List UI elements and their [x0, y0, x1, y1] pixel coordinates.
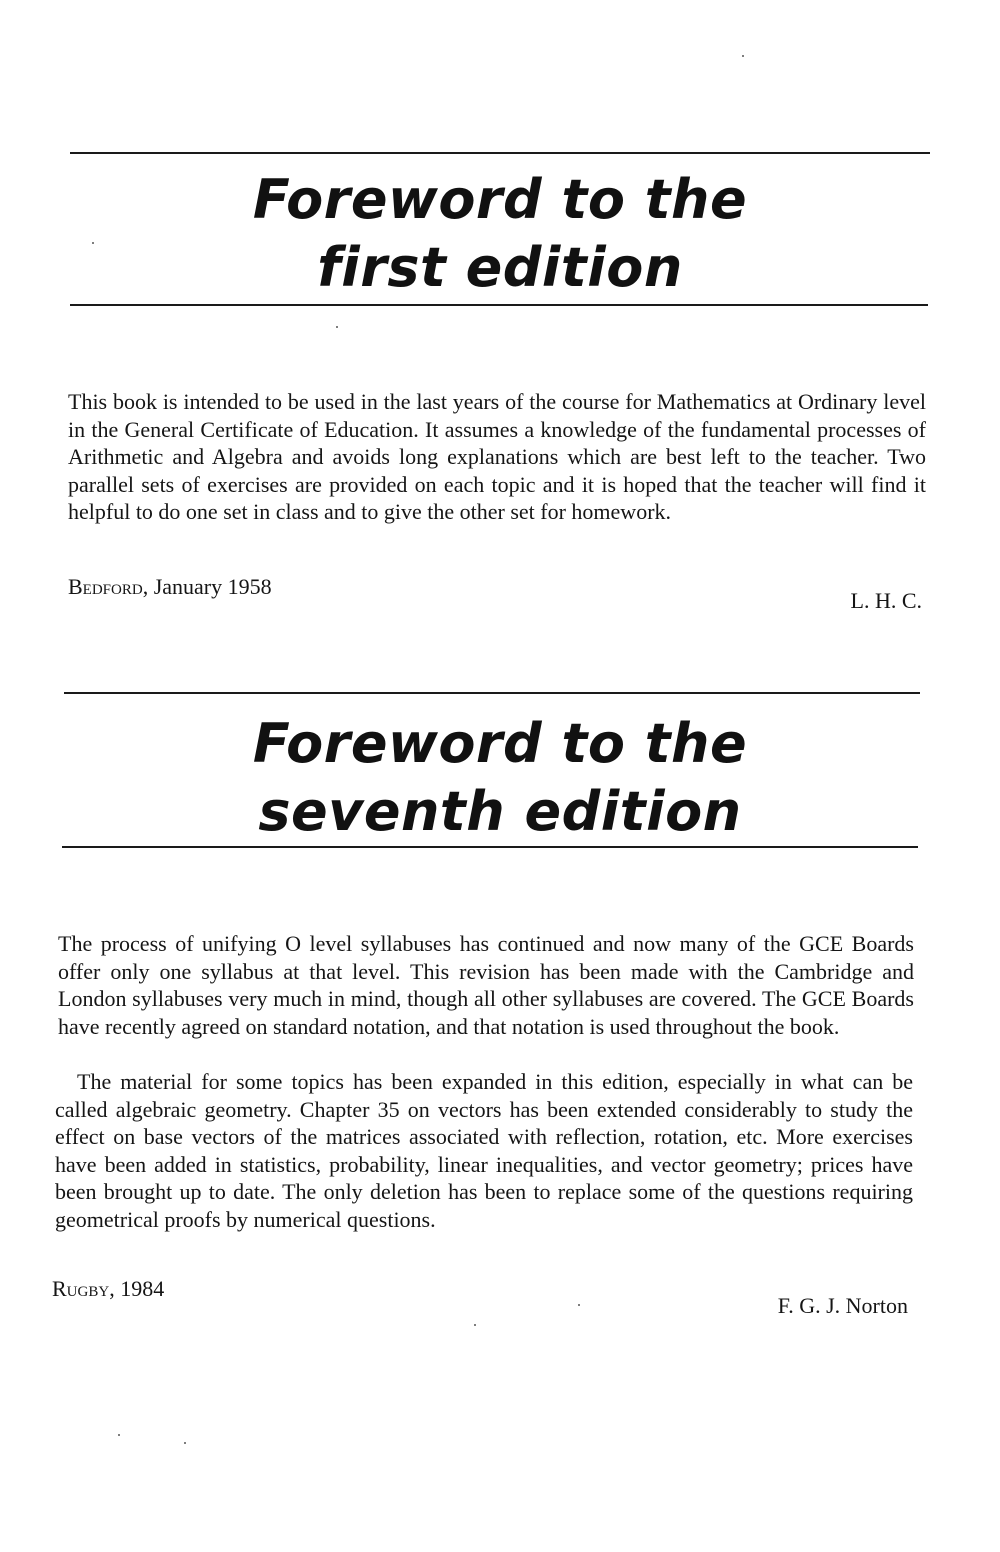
top-rule-seventh-edition	[64, 692, 920, 694]
scan-speck	[118, 1434, 120, 1436]
seventh-edition-heading	[0, 710, 1000, 846]
top-rule-first-edition	[70, 152, 930, 154]
first-edition-heading-line2: first edition	[317, 236, 683, 299]
scan-speck	[92, 242, 94, 244]
bottom-rule-seventh-edition	[62, 846, 918, 848]
seventh-edition-signature: F. G. J. Norton	[777, 1293, 908, 1318]
first-edition-place: Bedford	[68, 574, 143, 599]
scan-speck	[184, 1442, 186, 1444]
first-edition-body: This book is intended to be used in the last years of the course for Mathematics at Ordinary level in the General Certificate of Education. It assumes a knowledge of the fundamental processes of Arithmetic and Algebra and avoids long explanations which are best left to the teacher. Two parallel sets of exercises are provided on each topic and it is hoped that the teacher will find it helpful to do one set in class and to give the other set for homework.	[68, 389, 926, 524]
seventh-edition-heading-line2: seventh edition	[258, 780, 742, 843]
first-edition-date: , January 1958	[142, 574, 272, 599]
seventh-edition-body-paragraph-2: The material for some topics has been expanded in this edition, especially in what can be called algebraic geometry. Chapter 35 on vectors has been extended considerably to study the effect on base vectors of the matrices associated with reflection, rotation, etc. More exercises have been added in statistics, probability, linear inequalities, and vector geometry; prices have been brought up to date. The only deletion has been to replace some of the questions requiring geometrical proofs by numerical questions.	[55, 1069, 913, 1232]
seventh-edition-date: , 1984	[109, 1276, 165, 1301]
scan-speck	[578, 1304, 580, 1306]
first-edition-heading	[0, 166, 1000, 302]
scan-speck	[336, 326, 338, 328]
seventh-edition-heading-line1: Foreword to the	[252, 712, 748, 775]
seventh-edition-place: Rugby	[52, 1276, 110, 1301]
bottom-rule-first-edition	[70, 304, 928, 306]
seventh-edition-body-paragraph-1: The process of unifying O level syllabuses has continued and now many of the GCE Boards offer only one syllabus at that level. This revision has been made with the Cambridge and London syllabuses very much in mind, though all other syllabuses are covered. The GCE Boards have recently agreed on standard notation, and that notation is used throughout the book.	[58, 931, 914, 1039]
seventh-edition-place-date	[52, 1275, 164, 1303]
first-edition-heading-line1: Foreword to the	[252, 168, 748, 231]
scan-speck	[474, 1324, 476, 1326]
first-edition-place-date	[68, 573, 272, 601]
first-edition-signature: L. H. C.	[850, 588, 922, 613]
scan-speck	[742, 55, 744, 57]
